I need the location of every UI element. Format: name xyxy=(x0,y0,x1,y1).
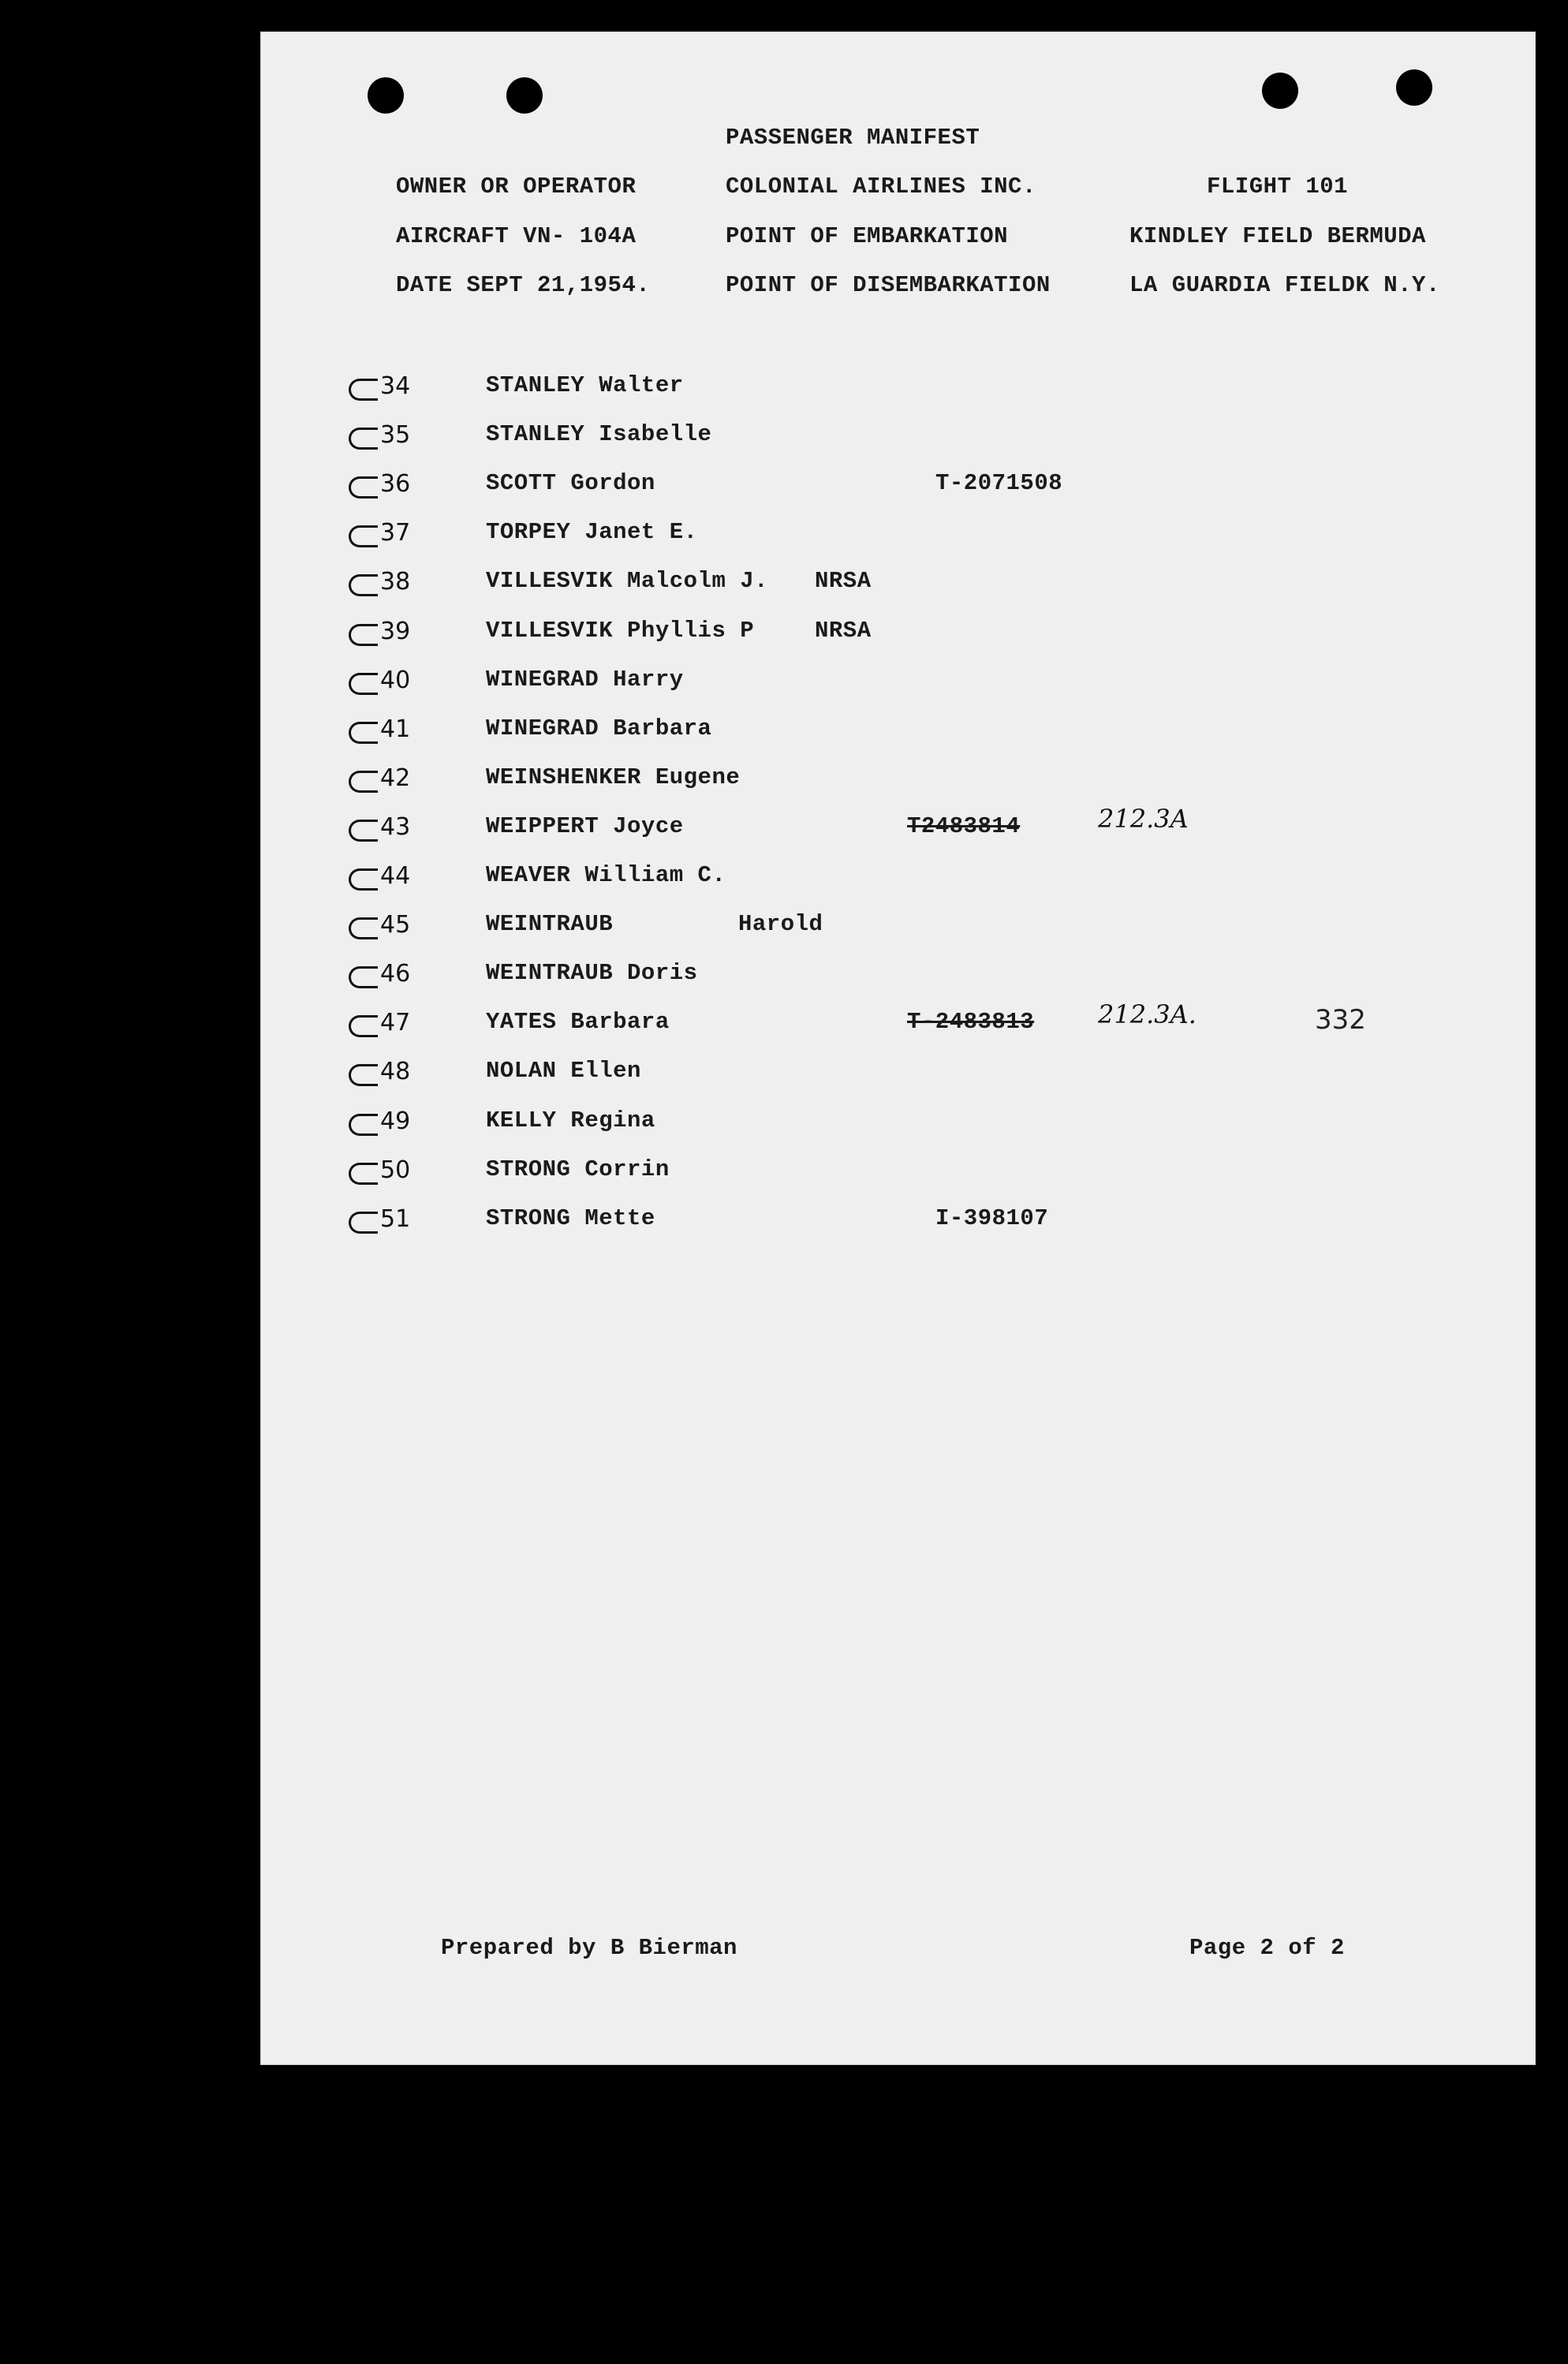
passenger-number: 39 xyxy=(380,618,411,645)
passenger-name: WEAVER William C. xyxy=(486,862,726,888)
passenger-name: WEINTRAUB Doris xyxy=(486,960,698,986)
disembarkation-point: LA GUARDIA FIELDK N.Y. xyxy=(1129,272,1440,298)
operator-name: COLONIAL AIRLINES INC. xyxy=(726,174,1036,200)
handwritten-annotation: 212.3A. xyxy=(1098,999,1197,1029)
passenger-name: KELLY Regina xyxy=(486,1107,655,1133)
passenger-name: STANLEY Isabelle xyxy=(486,421,712,447)
stamped-number: 332 xyxy=(1315,1004,1366,1036)
passenger-name: WINEGRAD Barbara xyxy=(486,715,712,741)
check-mark xyxy=(349,1114,378,1136)
travel-document-number: T-2071508 xyxy=(935,470,1063,496)
check-mark xyxy=(349,820,378,842)
travel-document-number: T-2483813 xyxy=(907,1009,1035,1035)
passenger-number: 42 xyxy=(380,764,411,792)
flight-date: DATE SEPT 21,1954. xyxy=(396,272,651,298)
passenger-number: 43 xyxy=(380,813,411,841)
prepared-by: Prepared by B Bierman xyxy=(441,1935,737,1961)
passenger-name: STRONG Mette xyxy=(486,1205,655,1231)
passenger-number: 47 xyxy=(380,1009,411,1036)
owner-label: OWNER OR OPERATOR xyxy=(396,174,637,200)
check-mark xyxy=(349,673,378,695)
passenger-number: 37 xyxy=(380,519,411,547)
check-mark xyxy=(349,722,378,744)
passenger-name: WEIPPERT Joyce xyxy=(486,813,684,839)
passenger-number: 50 xyxy=(380,1156,411,1184)
passenger-name: WEINTRAUB xyxy=(486,911,614,937)
disembarkation-label: POINT OF DISEMBARKATION xyxy=(726,272,1051,298)
passenger-name: STRONG Corrin xyxy=(486,1156,670,1182)
passenger-name: TORPEY Janet E. xyxy=(486,519,698,545)
passenger-number: 48 xyxy=(380,1058,411,1085)
page-title: PASSENGER MANIFEST xyxy=(726,125,980,151)
flight-number: FLIGHT 101 xyxy=(1207,174,1349,200)
travel-document-number: T2483814 xyxy=(907,813,1021,839)
check-mark xyxy=(349,771,378,793)
passenger-number: 38 xyxy=(380,568,411,596)
passenger-name: YATES Barbara xyxy=(486,1009,670,1035)
check-mark xyxy=(349,379,378,401)
handwritten-annotation: 212.3A xyxy=(1098,804,1189,834)
passenger-number: 35 xyxy=(380,421,411,449)
passenger-number: 36 xyxy=(380,470,411,498)
passenger-note: NRSA xyxy=(815,618,872,644)
passenger-number: 49 xyxy=(380,1107,411,1135)
punch-hole xyxy=(1262,73,1298,109)
aircraft-id: AIRCRAFT VN- 104A xyxy=(396,223,637,249)
passenger-number: 46 xyxy=(380,960,411,988)
passenger-name: NOLAN Ellen xyxy=(486,1058,641,1084)
check-mark xyxy=(349,966,378,988)
check-mark xyxy=(349,476,378,499)
passenger-name: WINEGRAD Harry xyxy=(486,667,684,693)
page-indicator: Page 2 of 2 xyxy=(1189,1935,1345,1961)
passenger-name: VILLESVIK Phyllis P xyxy=(486,618,755,644)
embarkation-label: POINT OF EMBARKATION xyxy=(726,223,1009,249)
passenger-note: NRSA xyxy=(815,568,872,594)
passenger-number: 34 xyxy=(380,372,411,400)
check-mark xyxy=(349,1064,378,1086)
check-mark xyxy=(349,868,378,891)
passenger-number: 51 xyxy=(380,1205,411,1233)
passenger-number: 44 xyxy=(380,862,411,890)
check-mark xyxy=(349,1163,378,1185)
check-mark xyxy=(349,525,378,547)
passenger-name: WEINSHENKER Eugene xyxy=(486,764,741,790)
passenger-number: 40 xyxy=(380,667,411,694)
check-mark xyxy=(349,917,378,939)
passenger-number: 41 xyxy=(380,715,411,743)
passenger-name: SCOTT Gordon xyxy=(486,470,655,496)
check-mark xyxy=(349,1212,378,1234)
punch-hole xyxy=(368,77,404,114)
check-mark xyxy=(349,1015,378,1037)
check-mark xyxy=(349,428,378,450)
embarkation-point: KINDLEY FIELD BERMUDA xyxy=(1129,223,1426,249)
manifest-sheet xyxy=(260,32,1536,2065)
passenger-name: VILLESVIK Malcolm J. xyxy=(486,568,769,594)
check-mark xyxy=(349,574,378,596)
check-mark xyxy=(349,624,378,646)
passenger-number: 45 xyxy=(380,911,411,939)
passenger-name: STANLEY Walter xyxy=(486,372,684,398)
punch-hole xyxy=(1396,69,1432,106)
punch-hole xyxy=(506,77,543,114)
passenger-note: Harold xyxy=(738,911,823,937)
travel-document-number: I-398107 xyxy=(935,1205,1049,1231)
